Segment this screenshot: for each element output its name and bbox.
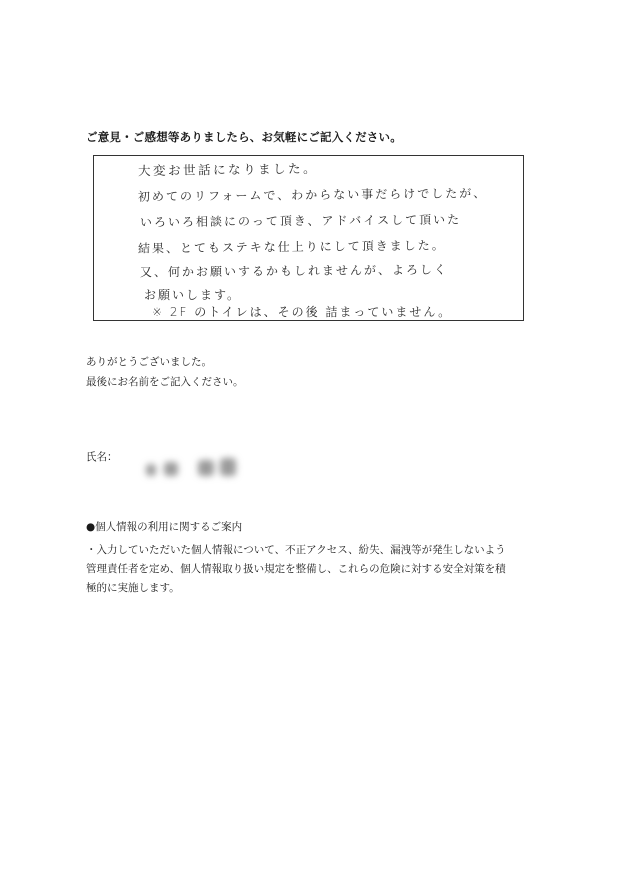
thanks-text: ありがとうございました。 bbox=[86, 356, 212, 368]
feedback-heading: ご意見・ご感想等ありましたら、お気軽にご記入ください。 bbox=[86, 130, 402, 144]
privacy-notice-title: ●個人情報の利用に関するご案内 bbox=[86, 521, 243, 533]
name-label: 氏名： bbox=[86, 451, 118, 463]
handwritten-line: 結果、とてもステキな仕上りにして頂きました。 bbox=[137, 238, 446, 256]
ask-name-text: 最後にお名前をご記入ください。 bbox=[86, 376, 244, 388]
privacy-notice-line: ・入力していただいた個人情報について、不正アクセス、紛失、漏洩等が発生しないよう bbox=[86, 544, 506, 556]
privacy-notice-line: 管理責任者を定め、個人情報取り扱い規定を整備し、これらの危険に対する安全対策を積 bbox=[86, 563, 506, 575]
handwritten-line: お願いします。 bbox=[144, 288, 242, 302]
handwritten-line: ※ 2F のトイレは、その後 詰まっていません。 bbox=[152, 305, 453, 319]
handwritten-line: 又、何かお願いするかもしれませんが、よろしく bbox=[139, 262, 449, 280]
handwritten-line: 初めてのリフォームで、わからない事だらけでしたが、 bbox=[137, 186, 488, 204]
privacy-notice-line: 極的に実施します。 bbox=[86, 582, 180, 594]
handwritten-answer-box bbox=[93, 155, 524, 321]
redacted-signature bbox=[146, 456, 276, 484]
handwritten-line: 大変お世話になりました。 bbox=[137, 160, 319, 179]
privacy-notice-body bbox=[86, 541, 546, 598]
handwritten-line: いろいろ相談にのって頂き、アドバイスして頂いた bbox=[139, 212, 462, 230]
